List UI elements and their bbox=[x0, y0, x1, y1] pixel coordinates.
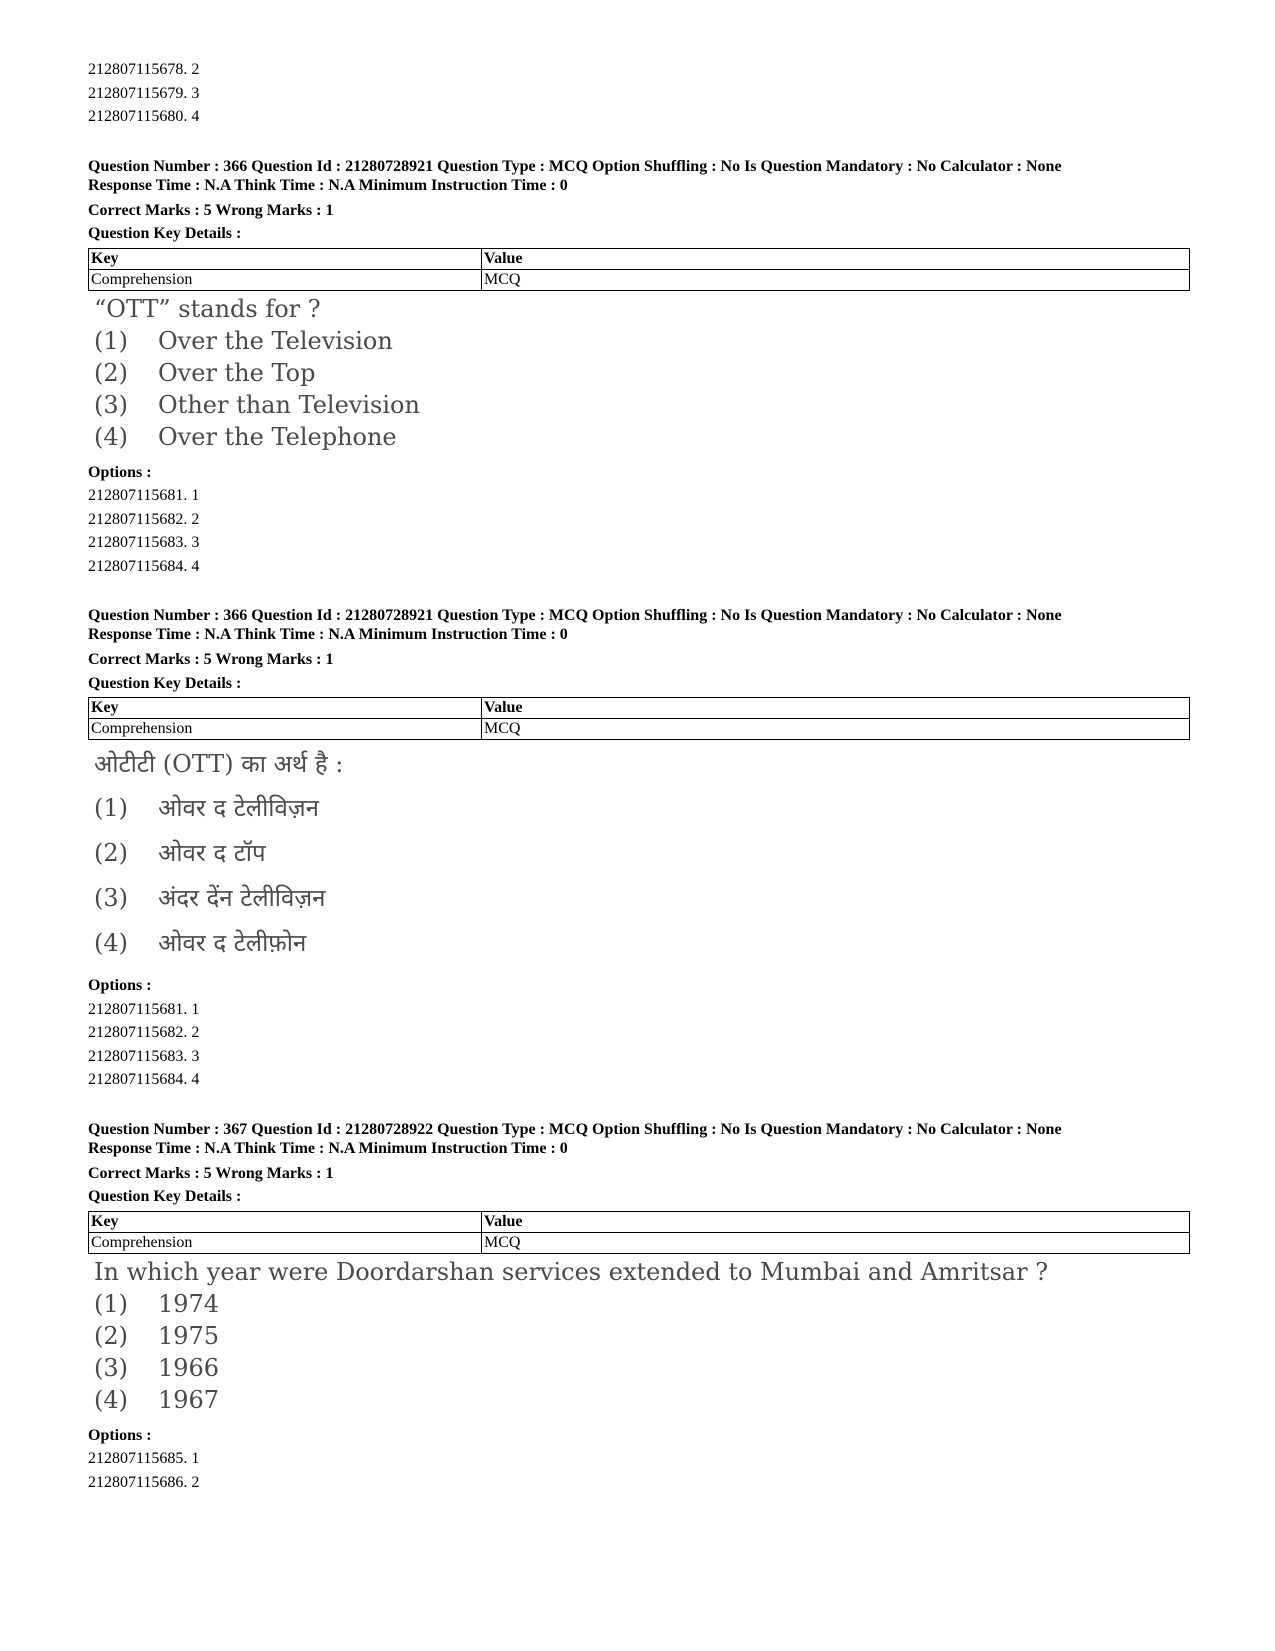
options-label: Options : bbox=[88, 463, 152, 481]
option-id-line: 212807115686. 2 bbox=[88, 1473, 200, 1491]
option-id-line: 212807115684. 4 bbox=[88, 557, 200, 575]
answer-choice: (1) ओवर द टेलीविज़न bbox=[94, 794, 319, 822]
option-id-line: 212807115683. 3 bbox=[88, 1047, 200, 1065]
answer-choice: (2) 1975 bbox=[94, 1321, 220, 1350]
table-cell-value: MCQ bbox=[482, 1232, 1190, 1253]
question-block-367 bbox=[88, 1120, 1188, 1495]
question-stem: In which year were Doordarshan services extended to Mumbai and Amritsar ? bbox=[94, 1257, 1049, 1286]
key-details-table bbox=[88, 248, 1190, 291]
marks-line: Correct Marks : 5 Wrong Marks : 1 bbox=[88, 1164, 334, 1182]
table-header-key: Key bbox=[89, 1211, 482, 1232]
option-id-line: 212807115683. 3 bbox=[88, 534, 200, 551]
question-meta bbox=[88, 1120, 1188, 1158]
answer-choice: (3) Other than Television bbox=[94, 390, 420, 419]
question-stem: “OTT” stands for ? bbox=[94, 294, 321, 323]
answer-choice: (3) 1966 bbox=[94, 1353, 220, 1382]
answer-choice: (2) ओवर द टॉप bbox=[94, 839, 266, 867]
option-id-line: 212807115680. 4 bbox=[88, 108, 200, 125]
table-cell-key: Comprehension bbox=[89, 1232, 482, 1253]
marks-line: Correct Marks : 5 Wrong Marks : 1 bbox=[88, 201, 334, 219]
table-header-value: Value bbox=[482, 698, 1190, 719]
key-details-label: Question Key Details : bbox=[88, 1188, 242, 1205]
table-header-key: Key bbox=[89, 698, 482, 719]
table-header-value: Value bbox=[482, 248, 1190, 269]
document-page bbox=[88, 58, 1188, 1494]
option-id-line: 212807115684. 4 bbox=[88, 1071, 200, 1088]
question-meta-line2: Response Time : N.A Think Time : N.A Minimum Instruction Time : 0 bbox=[88, 626, 568, 643]
answer-choice: (4) ओवर द टेलीफ़ोन bbox=[94, 929, 307, 957]
options-label: Options : bbox=[88, 1426, 152, 1444]
question-meta bbox=[88, 606, 1188, 644]
options-label: Options : bbox=[88, 977, 152, 994]
question-meta-line1: Question Number : 366 Question Id : 21280728921 Question Type : MCQ Option Shuffling : No Is Question Mandatory : No Calculator : None bbox=[88, 157, 1062, 175]
answer-choice: (1) Over the Television bbox=[94, 326, 393, 355]
question-meta bbox=[88, 157, 1188, 195]
answer-choice: (2) Over the Top bbox=[94, 358, 316, 387]
key-details-label: Question Key Details : bbox=[88, 225, 242, 242]
table-cell-value: MCQ bbox=[482, 719, 1190, 740]
answer-choice: (1) 1974 bbox=[94, 1289, 220, 1318]
table-cell-value: MCQ bbox=[482, 269, 1190, 290]
marks-line: Correct Marks : 5 Wrong Marks : 1 bbox=[88, 651, 334, 668]
key-details-table bbox=[88, 1211, 1190, 1254]
table-cell-key: Comprehension bbox=[89, 269, 482, 290]
option-id-line: 212807115679. 3 bbox=[88, 84, 200, 102]
option-id-line: 212807115678. 2 bbox=[88, 61, 200, 78]
option-id-line: 212807115685. 1 bbox=[88, 1450, 200, 1467]
table-header-key: Key bbox=[89, 248, 482, 269]
option-id-line: 212807115682. 2 bbox=[88, 1024, 200, 1041]
key-details-label: Question Key Details : bbox=[88, 674, 242, 692]
question-meta-line2: Response Time : N.A Think Time : N.A Minimum Instruction Time : 0 bbox=[88, 176, 568, 194]
question-image bbox=[94, 1256, 1188, 1416]
answer-choice: (3) अंदर देंन टेलीविज़न bbox=[94, 884, 326, 912]
question-image bbox=[94, 293, 1188, 453]
option-id-line: 212807115681. 1 bbox=[88, 487, 200, 504]
question-block-366-english bbox=[88, 157, 1188, 579]
question-meta-line2: Response Time : N.A Think Time : N.A Minimum Instruction Time : 0 bbox=[88, 1139, 568, 1157]
previous-options-list bbox=[88, 58, 1188, 129]
table-cell-key: Comprehension bbox=[89, 719, 482, 740]
option-id-line: 212807115681. 1 bbox=[88, 1000, 200, 1018]
question-meta-line1: Question Number : 367 Question Id : 21280728922 Question Type : MCQ Option Shuffling : No Is Question Mandatory : No Calculator : None bbox=[88, 1120, 1062, 1138]
answer-choice: (4) Over the Telephone bbox=[94, 422, 397, 451]
question-meta-line1: Question Number : 366 Question Id : 21280728921 Question Type : MCQ Option Shuffling : No Is Question Mandatory : No Calculator : None bbox=[88, 607, 1062, 624]
table-header-value: Value bbox=[482, 1211, 1190, 1232]
question-image bbox=[94, 742, 1188, 966]
question-stem: ओटीटी (OTT) का अर्थ है : bbox=[94, 750, 344, 778]
question-block-366-hindi bbox=[88, 606, 1188, 1092]
key-details-table bbox=[88, 697, 1190, 740]
option-id-line: 212807115682. 2 bbox=[88, 510, 200, 528]
answer-choice: (4) 1967 bbox=[94, 1385, 220, 1414]
